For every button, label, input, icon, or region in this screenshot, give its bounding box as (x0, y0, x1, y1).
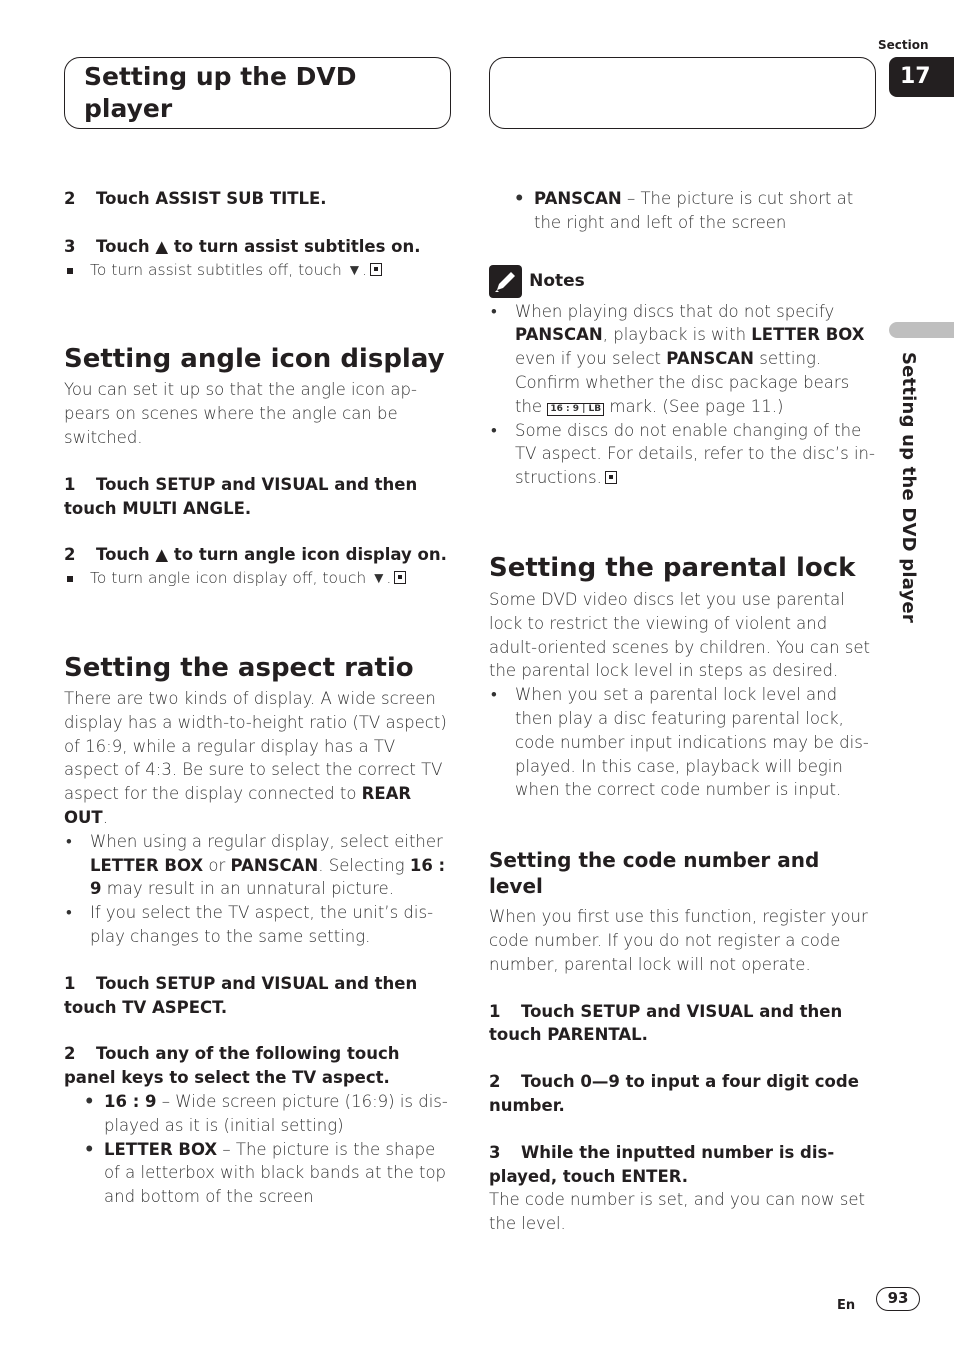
aspect-step1: 1 Touch SETUP and VISUAL and then touch TV ASPECT. (64, 973, 418, 1017)
notes-pencil-icon (489, 265, 522, 298)
code-step3: 3 While the inputted number is dis-played, touch ENTER. (489, 1142, 835, 1186)
aspect-bullet-1: • When using a regular display, select either LETTER BOX or PANSCAN. Selecting 16 : 9 may result in an unnatural picture. (64, 830, 452, 901)
code-step1: 1 Touch SETUP and VISUAL and then touch PARENTAL. (489, 1001, 843, 1045)
page-number: 93 (876, 1287, 920, 1311)
aspect-heading: Setting the aspect ratio (64, 652, 414, 683)
code-step3-result: The code number is set, and you can now set the level. (489, 1190, 865, 1234)
note-1: • When playing discs that do not specify PANSCAN, playback is with LETTER BOX even if you select PANSCAN setting. Confirm whether the disc package bears the 16 : 9 | LB mark. (See page 11.) (489, 300, 877, 419)
option-letterbox: • LETTER BOX – The picture is the shape of a letterbox with black bands at the top and bottom of the screen (84, 1138, 452, 1209)
section-number: 17 (889, 57, 954, 97)
code-heading: Setting the code number and level (489, 848, 820, 899)
header-title: Setting up the DVD player (84, 62, 357, 123)
parental-intro: Some DVD video discs let you use parental lock to restrict the viewing of violent and adult-oriented scenes by children. You can set the parental lock level in steps as desired. (489, 589, 870, 681)
code-intro: When you first use this function, register your code number. If you do not register a code number, parental lock will not operate. (489, 907, 868, 974)
side-tab (889, 322, 954, 338)
side-label: Setting up the DVD player (898, 352, 919, 623)
note-2: • Some discs do not enable changing of the TV aspect. For details, refer to the disc’s in-structions. (489, 419, 877, 490)
assist-off-note: To turn assist subtitles off, touch ▼. (64, 259, 452, 283)
angle-heading: Setting angle icon display (64, 344, 445, 375)
notes-label: Notes (529, 270, 585, 291)
aspect-intro: There are two kinds of display. A wide screen display has a width-to-height ratio (TV aspect) of 16:9, while a regular display has a TV aspect of 4:3. Be sure to select the correct TV aspect for the display connected to REAR OUT. (64, 688, 447, 827)
left-column (64, 187, 452, 1209)
notes-header (489, 264, 877, 298)
right-column (489, 187, 877, 1236)
end-mark-icon (605, 471, 617, 484)
end-mark-icon (370, 263, 382, 276)
aspect-step2: 2 Touch any of the following touch panel keys to select the TV aspect. (64, 1044, 400, 1088)
option-16-9: • 16 : 9 – Wide screen picture (16:9) is dis-played as it is (initial setting) (84, 1090, 452, 1138)
header-empty-box (489, 57, 876, 129)
aspect-mark-icon: 16 : 9 | LB (547, 403, 604, 416)
aspect-bullet-2: • If you select the TV aspect, the unit’s dis-play changes to the same setting. (64, 901, 452, 949)
section-label: Section (878, 38, 929, 52)
parental-heading: Setting the parental lock (489, 552, 856, 583)
code-step2: 2 Touch 0—9 to input a four digit code number. (489, 1072, 859, 1115)
angle-off-note: To turn angle icon display off, touch ▼. (64, 567, 452, 591)
angle-intro: You can set it up so that the angle icon ap-pears on scenes where the angle can be switched. (64, 380, 417, 447)
angle-step1: 1 Touch SETUP and VISUAL and then touch MULTI ANGLE. (64, 474, 418, 518)
end-mark-icon (394, 571, 406, 584)
step-assist-sub: 2 Touch ASSIST SUB TITLE. (64, 189, 327, 208)
angle-step2: 2 Touch ▲ to turn angle icon display on. (64, 545, 447, 565)
footer-lang: En (837, 1298, 856, 1313)
parental-bullet: • When you set a parental lock level and then play a disc featuring parental lock, code number input indications may be dis-played. In this case, playback will begin when the correct code number is input. (489, 683, 877, 802)
option-panscan: • PANSCAN – The picture is cut short at the right and left of the screen (514, 187, 877, 235)
step-assist-on: 3 Touch ▲ to turn assist subtitles on. (64, 236, 421, 256)
